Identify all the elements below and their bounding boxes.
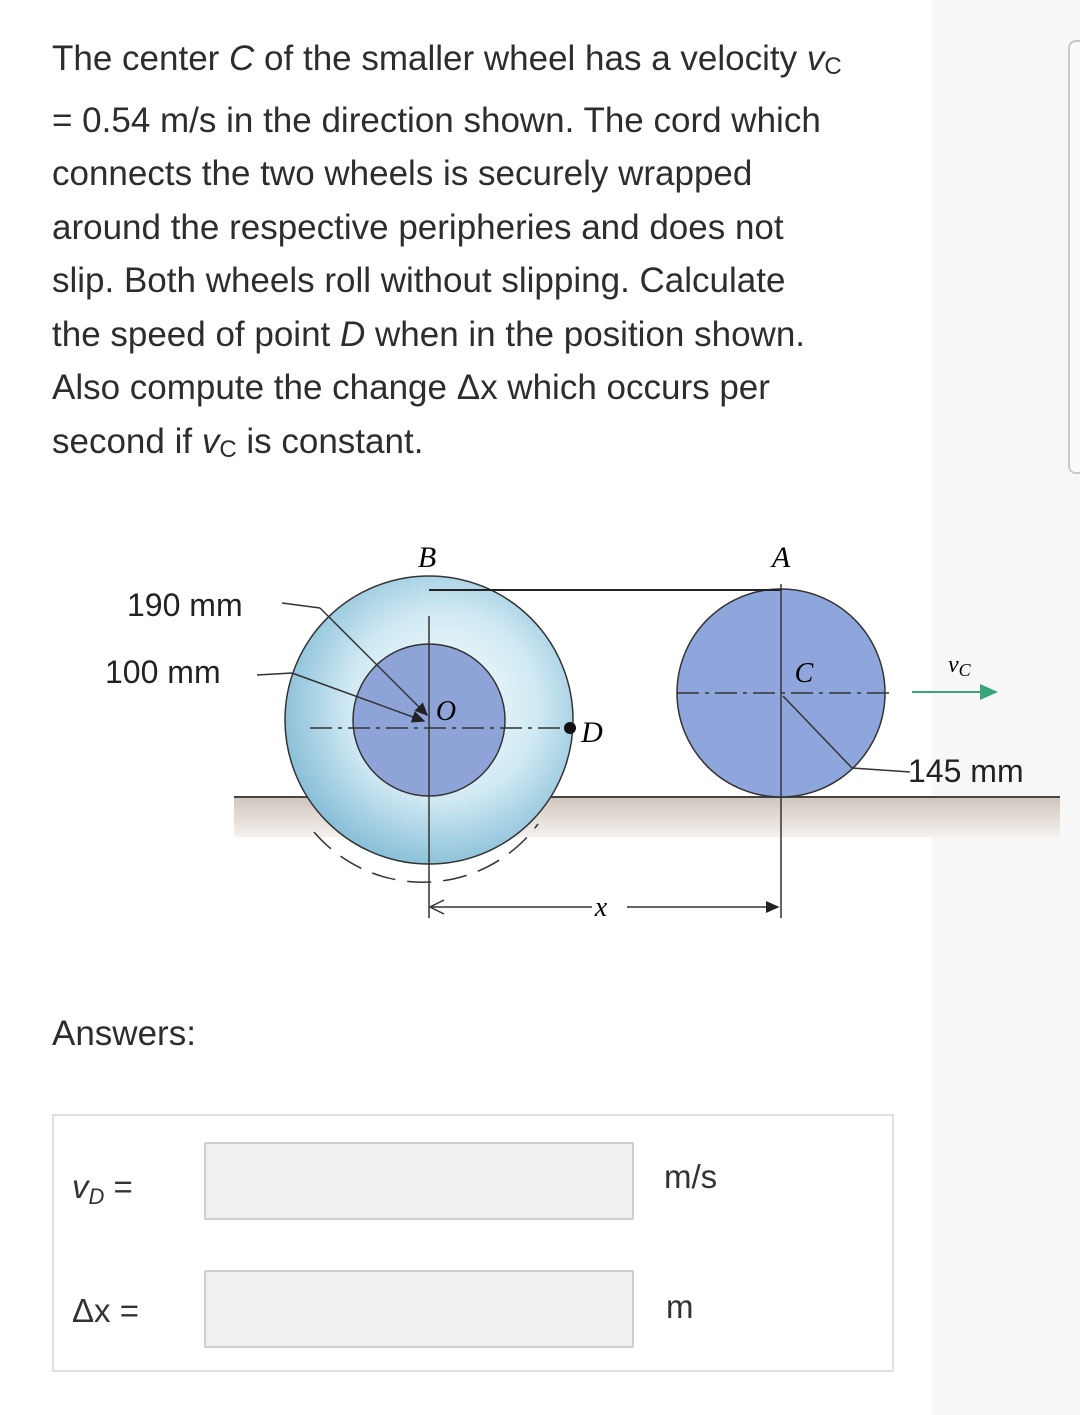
dx-input[interactable] — [204, 1270, 634, 1348]
label-o: O — [435, 696, 457, 727]
question-line-2: = 0.54 m/s in the direction shown. The cord which — [52, 100, 821, 140]
dim-small-radius: 145 mm — [908, 753, 1024, 789]
point-d-dot — [564, 722, 576, 734]
question-line-5: slip. Both wheels roll without slipping. Calculate — [52, 261, 786, 300]
dx-unit: m — [666, 1288, 694, 1325]
label-x: x — [594, 892, 608, 923]
question-text — [52, 32, 912, 476]
vd-label: $v_D$ = — [72, 1168, 133, 1209]
small-radius-leader — [852, 768, 910, 772]
label-d: D — [581, 716, 603, 749]
vd-unit: m/s — [664, 1158, 718, 1195]
outer-radius-leader — [282, 603, 320, 608]
answer-box — [52, 1114, 894, 1372]
question-line-3: connects the two wheels is securely wrapped — [52, 154, 753, 193]
vd-input[interactable] — [204, 1142, 634, 1220]
dim-inner-radius: 100 mm — [105, 654, 221, 690]
dx-label: Δx = — [72, 1292, 139, 1329]
question-line-7: Also compute the change Δx which occurs per — [52, 368, 770, 407]
wheel-diagram — [52, 510, 1080, 942]
question-line-1: The center C of the smaller wheel has a velocity $v_C$ — [52, 39, 842, 80]
label-c: C — [794, 658, 814, 689]
question-line-6: the speed of point D when in the position shown. — [52, 314, 806, 354]
question-line-8: second if $v_C$ is constant. — [52, 421, 424, 463]
label-a: A — [771, 541, 791, 574]
label-vc: vC — [948, 652, 971, 680]
inner-radius-leader — [257, 673, 292, 675]
scrollbar[interactable] — [1068, 40, 1080, 474]
wheel-figure — [52, 510, 1080, 942]
question-line-4: around the respective peripheries and does not — [52, 207, 784, 247]
answers-heading: Answers: — [52, 1014, 196, 1053]
label-b: B — [417, 541, 437, 574]
dim-outer-radius: 190 mm — [127, 587, 243, 623]
